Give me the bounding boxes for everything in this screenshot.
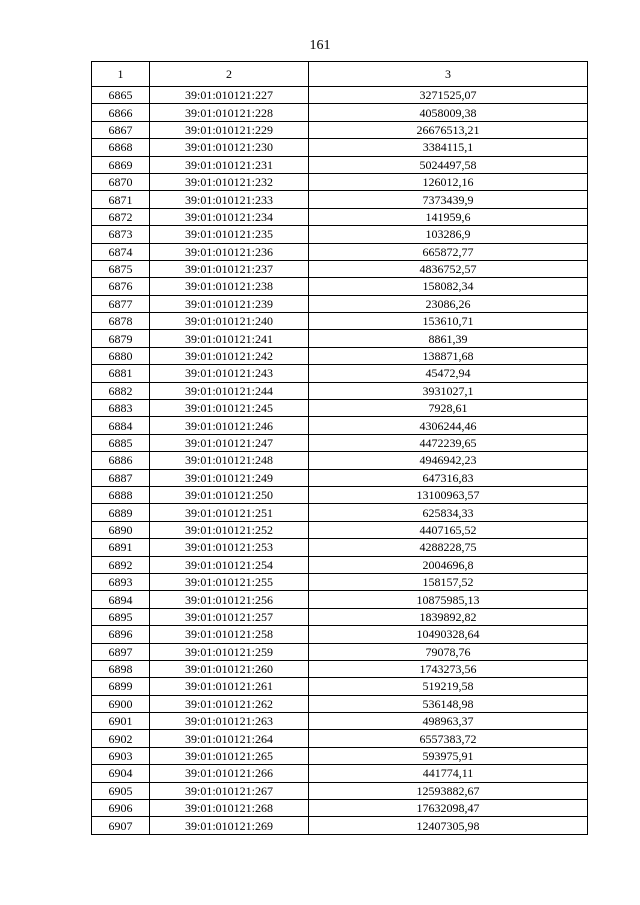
value-cell: 441774,11 bbox=[309, 765, 588, 782]
value-cell: 23086,26 bbox=[309, 295, 588, 312]
value-cell: 536148,98 bbox=[309, 695, 588, 712]
table-row bbox=[92, 695, 588, 712]
cadastral-id-cell: 39:01:010121:228 bbox=[150, 104, 309, 121]
table-row bbox=[92, 313, 588, 330]
row-number-cell: 6894 bbox=[92, 591, 150, 608]
row-number-cell: 6876 bbox=[92, 278, 150, 295]
table-row bbox=[92, 469, 588, 486]
row-number-cell: 6877 bbox=[92, 295, 150, 312]
cadastral-id-cell: 39:01:010121:230 bbox=[150, 139, 309, 156]
table-body bbox=[92, 87, 588, 835]
value-cell: 12407305,98 bbox=[309, 817, 588, 834]
cadastral-id-cell: 39:01:010121:269 bbox=[150, 817, 309, 834]
cadastral-id-cell: 39:01:010121:245 bbox=[150, 400, 309, 417]
value-cell: 3271525,07 bbox=[309, 87, 588, 104]
page-number: 161 bbox=[309, 38, 331, 53]
value-cell: 126012,16 bbox=[309, 173, 588, 190]
table-row bbox=[92, 173, 588, 190]
value-cell: 647316,83 bbox=[309, 469, 588, 486]
value-cell: 3931027,1 bbox=[309, 382, 588, 399]
cadastral-id-cell: 39:01:010121:264 bbox=[150, 730, 309, 747]
header-row bbox=[92, 62, 588, 87]
table-row bbox=[92, 87, 588, 104]
cadastral-id-cell: 39:01:010121:250 bbox=[150, 486, 309, 503]
row-number-cell: 6898 bbox=[92, 660, 150, 677]
cadastral-id-cell: 39:01:010121:236 bbox=[150, 243, 309, 260]
cadastral-id-cell: 39:01:010121:239 bbox=[150, 295, 309, 312]
table-row bbox=[92, 817, 588, 834]
table-row bbox=[92, 660, 588, 677]
cadastral-id-cell: 39:01:010121:242 bbox=[150, 347, 309, 364]
table-row bbox=[92, 504, 588, 521]
cadastral-id-cell: 39:01:010121:266 bbox=[150, 765, 309, 782]
cadastral-id-cell: 39:01:010121:238 bbox=[150, 278, 309, 295]
row-number-cell: 6865 bbox=[92, 87, 150, 104]
value-cell: 13100963,57 bbox=[309, 486, 588, 503]
value-cell: 519219,58 bbox=[309, 678, 588, 695]
row-number-cell: 6899 bbox=[92, 678, 150, 695]
cadastral-id-cell: 39:01:010121:248 bbox=[150, 452, 309, 469]
row-number-cell: 6885 bbox=[92, 434, 150, 451]
table-row bbox=[92, 139, 588, 156]
row-number-cell: 6892 bbox=[92, 556, 150, 573]
value-cell: 498963,37 bbox=[309, 713, 588, 730]
row-number-cell: 6879 bbox=[92, 330, 150, 347]
value-cell: 153610,71 bbox=[309, 313, 588, 330]
row-number-cell: 6881 bbox=[92, 365, 150, 382]
table-row bbox=[92, 156, 588, 173]
table-row bbox=[92, 486, 588, 503]
cadastral-id-cell: 39:01:010121:251 bbox=[150, 504, 309, 521]
row-number-cell: 6904 bbox=[92, 765, 150, 782]
cadastral-id-cell: 39:01:010121:231 bbox=[150, 156, 309, 173]
value-cell: 4058009,38 bbox=[309, 104, 588, 121]
row-number-cell: 6873 bbox=[92, 226, 150, 243]
table-row bbox=[92, 608, 588, 625]
value-cell: 625834,33 bbox=[309, 504, 588, 521]
row-number-cell: 6874 bbox=[92, 243, 150, 260]
cadastral-id-cell: 39:01:010121:257 bbox=[150, 608, 309, 625]
row-number-cell: 6903 bbox=[92, 747, 150, 764]
cadastral-id-cell: 39:01:010121:263 bbox=[150, 713, 309, 730]
table-row bbox=[92, 365, 588, 382]
table-row bbox=[92, 452, 588, 469]
row-number-cell: 6870 bbox=[92, 173, 150, 190]
value-cell: 4288228,75 bbox=[309, 539, 588, 556]
value-cell: 158082,34 bbox=[309, 278, 588, 295]
cadastral-id-cell: 39:01:010121:240 bbox=[150, 313, 309, 330]
value-cell: 79078,76 bbox=[309, 643, 588, 660]
value-cell: 4306244,46 bbox=[309, 417, 588, 434]
row-number-cell: 6901 bbox=[92, 713, 150, 730]
table-row bbox=[92, 226, 588, 243]
cadastral-id-cell: 39:01:010121:234 bbox=[150, 208, 309, 225]
value-cell: 158157,52 bbox=[309, 573, 588, 590]
row-number-cell: 6878 bbox=[92, 313, 150, 330]
table-row bbox=[92, 330, 588, 347]
row-number-cell: 6884 bbox=[92, 417, 150, 434]
row-number-cell: 6906 bbox=[92, 800, 150, 817]
cadastral-id-cell: 39:01:010121:232 bbox=[150, 173, 309, 190]
table-row bbox=[92, 765, 588, 782]
value-cell: 1743273,56 bbox=[309, 660, 588, 677]
table-row bbox=[92, 278, 588, 295]
cadastral-id-cell: 39:01:010121:249 bbox=[150, 469, 309, 486]
value-cell: 4472239,65 bbox=[309, 434, 588, 451]
value-cell: 4946942,23 bbox=[309, 452, 588, 469]
row-number-cell: 6905 bbox=[92, 782, 150, 799]
cadastral-id-cell: 39:01:010121:259 bbox=[150, 643, 309, 660]
column-header-value: 3 bbox=[309, 62, 588, 87]
table-row bbox=[92, 295, 588, 312]
row-number-cell: 6902 bbox=[92, 730, 150, 747]
table-row bbox=[92, 347, 588, 364]
cadastral-id-cell: 39:01:010121:235 bbox=[150, 226, 309, 243]
cadastral-id-cell: 39:01:010121:265 bbox=[150, 747, 309, 764]
row-number-cell: 6907 bbox=[92, 817, 150, 834]
row-number-cell: 6883 bbox=[92, 400, 150, 417]
row-number-cell: 6886 bbox=[92, 452, 150, 469]
table-row bbox=[92, 573, 588, 590]
value-cell: 138871,68 bbox=[309, 347, 588, 364]
value-cell: 1839892,82 bbox=[309, 608, 588, 625]
value-cell: 103286,9 bbox=[309, 226, 588, 243]
table-row bbox=[92, 434, 588, 451]
value-cell: 7928,61 bbox=[309, 400, 588, 417]
cadastral-id-cell: 39:01:010121:260 bbox=[150, 660, 309, 677]
table-row bbox=[92, 591, 588, 608]
table-row bbox=[92, 121, 588, 138]
row-number-cell: 6891 bbox=[92, 539, 150, 556]
value-cell: 6557383,72 bbox=[309, 730, 588, 747]
row-number-cell: 6887 bbox=[92, 469, 150, 486]
row-number-cell: 6888 bbox=[92, 486, 150, 503]
table-row bbox=[92, 556, 588, 573]
row-number-cell: 6867 bbox=[92, 121, 150, 138]
row-number-cell: 6868 bbox=[92, 139, 150, 156]
row-number-cell: 6882 bbox=[92, 382, 150, 399]
table-row bbox=[92, 521, 588, 538]
cadastral-id-cell: 39:01:010121:256 bbox=[150, 591, 309, 608]
value-cell: 8861,39 bbox=[309, 330, 588, 347]
table-row bbox=[92, 417, 588, 434]
value-cell: 10490328,64 bbox=[309, 626, 588, 643]
table-row bbox=[92, 104, 588, 121]
row-number-cell: 6893 bbox=[92, 573, 150, 590]
row-number-cell: 6896 bbox=[92, 626, 150, 643]
table-row bbox=[92, 782, 588, 799]
table-row bbox=[92, 400, 588, 417]
cadastral-id-cell: 39:01:010121:262 bbox=[150, 695, 309, 712]
value-cell: 45472,94 bbox=[309, 365, 588, 382]
cadastral-id-cell: 39:01:010121:253 bbox=[150, 539, 309, 556]
cadastral-id-cell: 39:01:010121:268 bbox=[150, 800, 309, 817]
cadastral-id-cell: 39:01:010121:254 bbox=[150, 556, 309, 573]
cadastral-id-cell: 39:01:010121:229 bbox=[150, 121, 309, 138]
table-row bbox=[92, 747, 588, 764]
table-row bbox=[92, 191, 588, 208]
cadastral-value-table bbox=[91, 61, 588, 835]
value-cell: 4836752,57 bbox=[309, 260, 588, 277]
column-header-number: 1 bbox=[92, 62, 150, 87]
value-cell: 12593882,67 bbox=[309, 782, 588, 799]
value-cell: 665872,77 bbox=[309, 243, 588, 260]
table-row bbox=[92, 713, 588, 730]
cadastral-id-cell: 39:01:010121:233 bbox=[150, 191, 309, 208]
cadastral-id-cell: 39:01:010121:267 bbox=[150, 782, 309, 799]
table-row bbox=[92, 678, 588, 695]
value-cell: 4407165,52 bbox=[309, 521, 588, 538]
cadastral-id-cell: 39:01:010121:237 bbox=[150, 260, 309, 277]
row-number-cell: 6872 bbox=[92, 208, 150, 225]
value-cell: 17632098,47 bbox=[309, 800, 588, 817]
table-header bbox=[92, 62, 588, 87]
value-cell: 2004696,8 bbox=[309, 556, 588, 573]
row-number-cell: 6889 bbox=[92, 504, 150, 521]
row-number-cell: 6880 bbox=[92, 347, 150, 364]
cadastral-id-cell: 39:01:010121:243 bbox=[150, 365, 309, 382]
row-number-cell: 6875 bbox=[92, 260, 150, 277]
table-row bbox=[92, 730, 588, 747]
table-row bbox=[92, 208, 588, 225]
row-number-cell: 6897 bbox=[92, 643, 150, 660]
cadastral-id-cell: 39:01:010121:247 bbox=[150, 434, 309, 451]
column-header-cadastral-id: 2 bbox=[150, 62, 309, 87]
row-number-cell: 6895 bbox=[92, 608, 150, 625]
row-number-cell: 6890 bbox=[92, 521, 150, 538]
value-cell: 7373439,9 bbox=[309, 191, 588, 208]
cadastral-id-cell: 39:01:010121:258 bbox=[150, 626, 309, 643]
cadastral-id-cell: 39:01:010121:255 bbox=[150, 573, 309, 590]
value-cell: 141959,6 bbox=[309, 208, 588, 225]
table-row bbox=[92, 626, 588, 643]
value-cell: 593975,91 bbox=[309, 747, 588, 764]
value-cell: 3384115,1 bbox=[309, 139, 588, 156]
table-row bbox=[92, 643, 588, 660]
table-row bbox=[92, 539, 588, 556]
table-row bbox=[92, 260, 588, 277]
row-number-cell: 6900 bbox=[92, 695, 150, 712]
value-cell: 26676513,21 bbox=[309, 121, 588, 138]
row-number-cell: 6869 bbox=[92, 156, 150, 173]
row-number-cell: 6866 bbox=[92, 104, 150, 121]
table-row bbox=[92, 800, 588, 817]
cadastral-id-cell: 39:01:010121:252 bbox=[150, 521, 309, 538]
table-row bbox=[92, 243, 588, 260]
table-row bbox=[92, 382, 588, 399]
value-cell: 5024497,58 bbox=[309, 156, 588, 173]
cadastral-id-cell: 39:01:010121:261 bbox=[150, 678, 309, 695]
value-cell: 10875985,13 bbox=[309, 591, 588, 608]
cadastral-id-cell: 39:01:010121:227 bbox=[150, 87, 309, 104]
row-number-cell: 6871 bbox=[92, 191, 150, 208]
cadastral-id-cell: 39:01:010121:241 bbox=[150, 330, 309, 347]
cadastral-id-cell: 39:01:010121:246 bbox=[150, 417, 309, 434]
cadastral-id-cell: 39:01:010121:244 bbox=[150, 382, 309, 399]
